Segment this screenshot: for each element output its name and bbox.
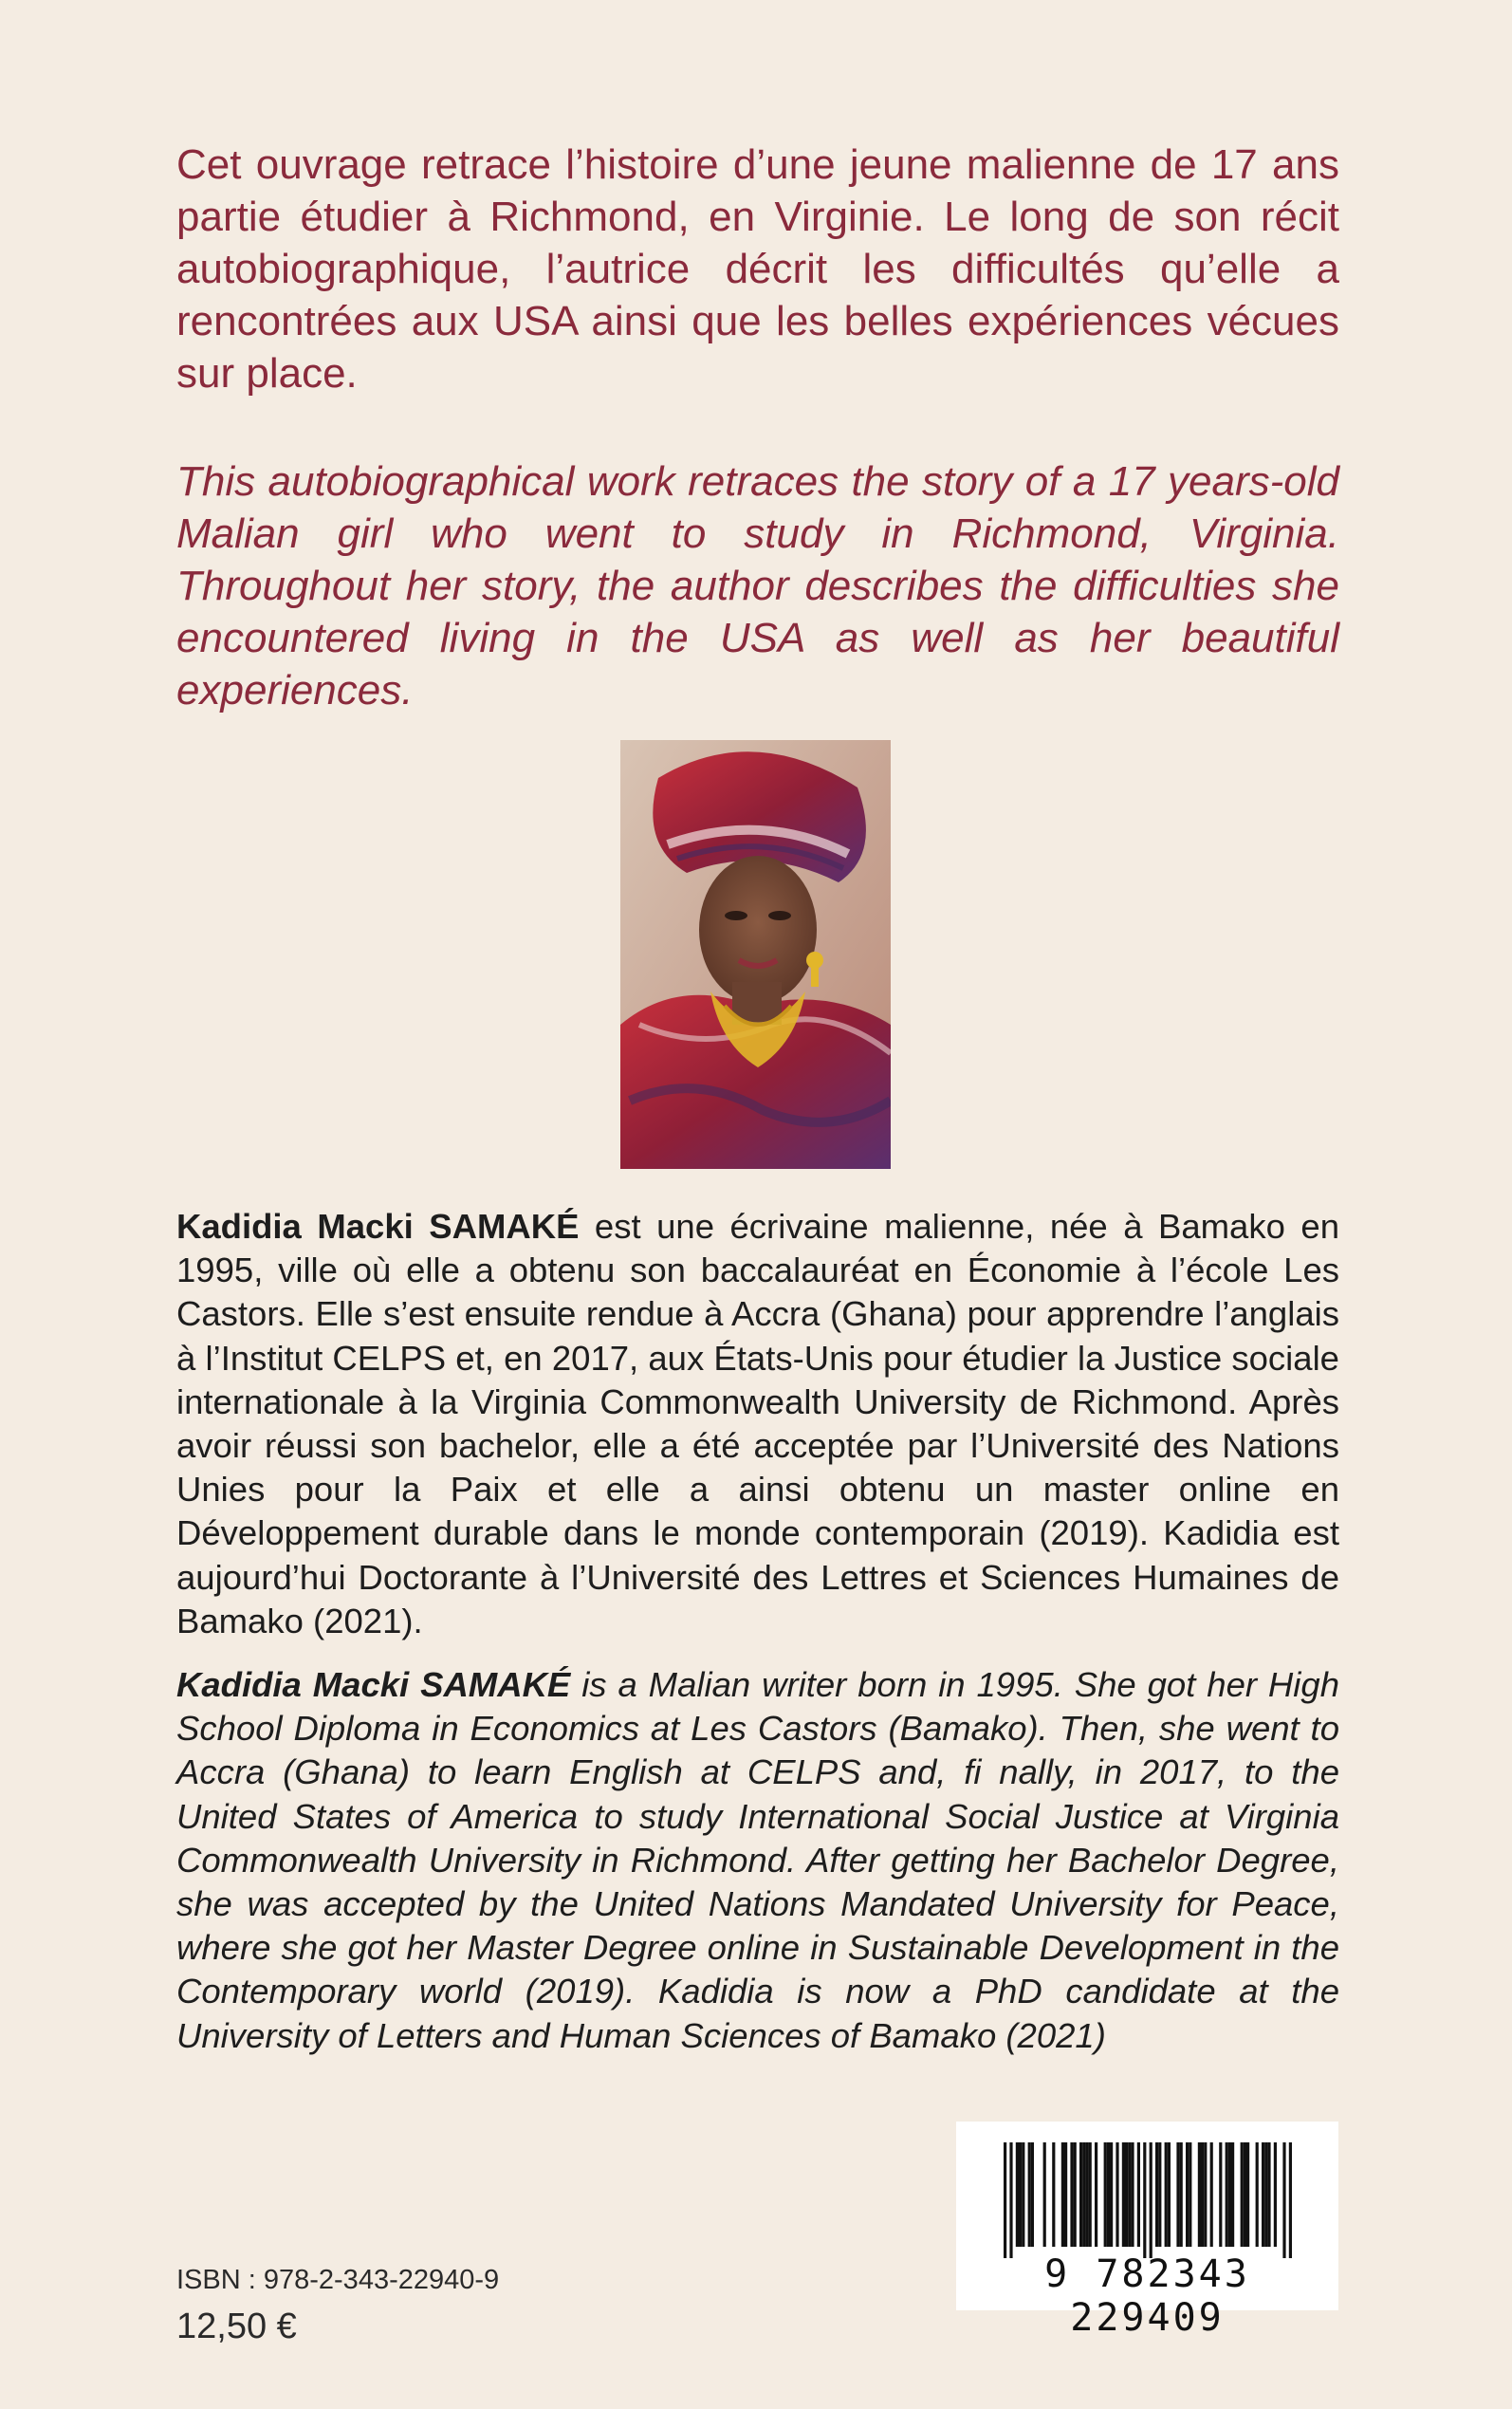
barcode-bar [1089,2142,1092,2247]
barcode-bar [1070,2142,1073,2247]
barcode-bar [1110,2142,1113,2247]
barcode-bar [1226,2142,1228,2247]
author-bio-french [176,1205,1339,1643]
barcode-bar [1085,2142,1088,2247]
barcode-bar [1155,2142,1158,2247]
barcode-bar [1043,2142,1046,2247]
barcode-bar [1074,2142,1077,2247]
barcode-bar [1019,2142,1022,2247]
blurb-english: This autobiographical work retraces the story of a 17 years-old Malian girl who went to study in Richmond, Virginia. Throughout her story, the author describes the difficulties she encountered living in the USA as well as her beautiful experiences. [176,458,1339,713]
barcode-bar [1031,2142,1034,2247]
barcode-bar [1204,2142,1207,2247]
barcode-bar [1241,2142,1244,2247]
barcode-bar [1104,2142,1107,2247]
barcode-bar [1150,2142,1152,2258]
barcode-bar [1201,2142,1204,2247]
barcode-bar [1189,2142,1191,2247]
barcode-bar [1137,2142,1140,2247]
barcode-bar [1052,2142,1055,2247]
barcode-bar [1095,2142,1097,2247]
barcode-bar [1004,2142,1006,2258]
isbn: ISBN : 978-2-343-22940-9 [176,2265,500,2295]
barcode-bar [1028,2142,1031,2247]
blurb-french: Cet ouvrage retrace l’histoire d’une jeune malienne de 17 ans partie étudier à Richmond, en Virginie. Le long de son récit autobiographique, l’autrice décrit les difficultés qu’elle a rencontrées aux USA ainsi que les belles expériences vécues sur place. [176,141,1339,397]
author-bio-english-text: is a Malian writer born in 1995. She got her High School Diploma in Economics at Les Castors (Bamako). Then, she went to Accra (Ghana) to learn English at CELPS and, fi nally, in 2017, to the United States of America to study International Social Justice at Virginia Commonwealth University in Richmond. After getting her Bachelor Degree, she was accepted by the United Nations Mandated University for Peace, where she got her Master Degree online in Sustainable Development in the Contemporary world (2019). Kadidia is now a PhD candidate at the University of Letters and Human Sciences of Bamako (2021) [176,1665,1339,2055]
author-name-english: Kadidia Macki SAMAKÉ [176,1665,571,1704]
barcode-bar [1210,2142,1213,2247]
barcode-bar [1079,2142,1082,2247]
barcode-bar [1107,2142,1110,2247]
barcode [956,2122,1338,2340]
barcode-bar [1219,2142,1222,2247]
barcode-bar [1244,2142,1246,2247]
barcode-bar [1176,2142,1179,2247]
barcode-bar [1122,2142,1125,2247]
barcode-bar [1231,2142,1234,2247]
barcode-bar [1186,2142,1189,2247]
barcode-bar [1131,2142,1134,2247]
barcode-bar [1022,2142,1024,2247]
barcode-bar [1246,2142,1249,2247]
barcode-bar [1198,2142,1201,2247]
barcode-bar [1256,2142,1259,2247]
barcode-bar [1061,2142,1064,2247]
barcode-bar [1274,2142,1277,2247]
barcode-bar [1116,2142,1118,2247]
author-bio-english [176,1663,1339,2058]
author-photo [620,740,891,1169]
barcode-bar [1128,2142,1131,2247]
barcode-digits: 9 782343 229409 [1044,2252,1250,2340]
barcode-bar [1016,2142,1019,2247]
price: 12,50 € [176,2307,297,2346]
barcode-bar [1262,2142,1264,2247]
barcode-bar [1165,2142,1168,2247]
barcode-bar [1158,2142,1161,2247]
barcode-bar [1228,2142,1231,2247]
barcode-bar [1082,2142,1085,2247]
author-bio-french-text: est une écrivaine malienne, née à Bamako en 1995, ville où elle a obtenu son baccalauréat en Économie à l’école Les Castors. Elle s’est ensuite rendue à Accra (Ghana) pour apprendre l’anglais à l’Institut CELPS et, en 2017, aux États-Unis pour étudier la Justice sociale internationale à la Virginia Commonwealth University de Richmond. Après avoir réussi son bachelor, elle a été acceptée par l’Université des Nations Unies pour la Paix et elle a ainsi obtenu un master online en Développement durable dans le monde contemporain (2019). Kadidia est aujourd’hui Doctorante à l’Université des Lettres et Sciences Humaines de Bamako (2021). [176,1207,1339,1640]
barcode-bar [1282,2142,1285,2258]
barcode-bar [1267,2142,1270,2247]
barcode-bar [1168,2142,1171,2247]
barcode-bar [1264,2142,1267,2247]
barcode-bar [1289,2142,1292,2258]
barcode-bar [1125,2142,1128,2247]
author-name: Kadidia Macki SAMAKÉ [176,1207,580,1246]
barcode-bar [1009,2142,1012,2258]
barcode-bar [1180,2142,1183,2247]
barcode-bar [1064,2142,1067,2247]
barcode-bar [1143,2142,1146,2258]
